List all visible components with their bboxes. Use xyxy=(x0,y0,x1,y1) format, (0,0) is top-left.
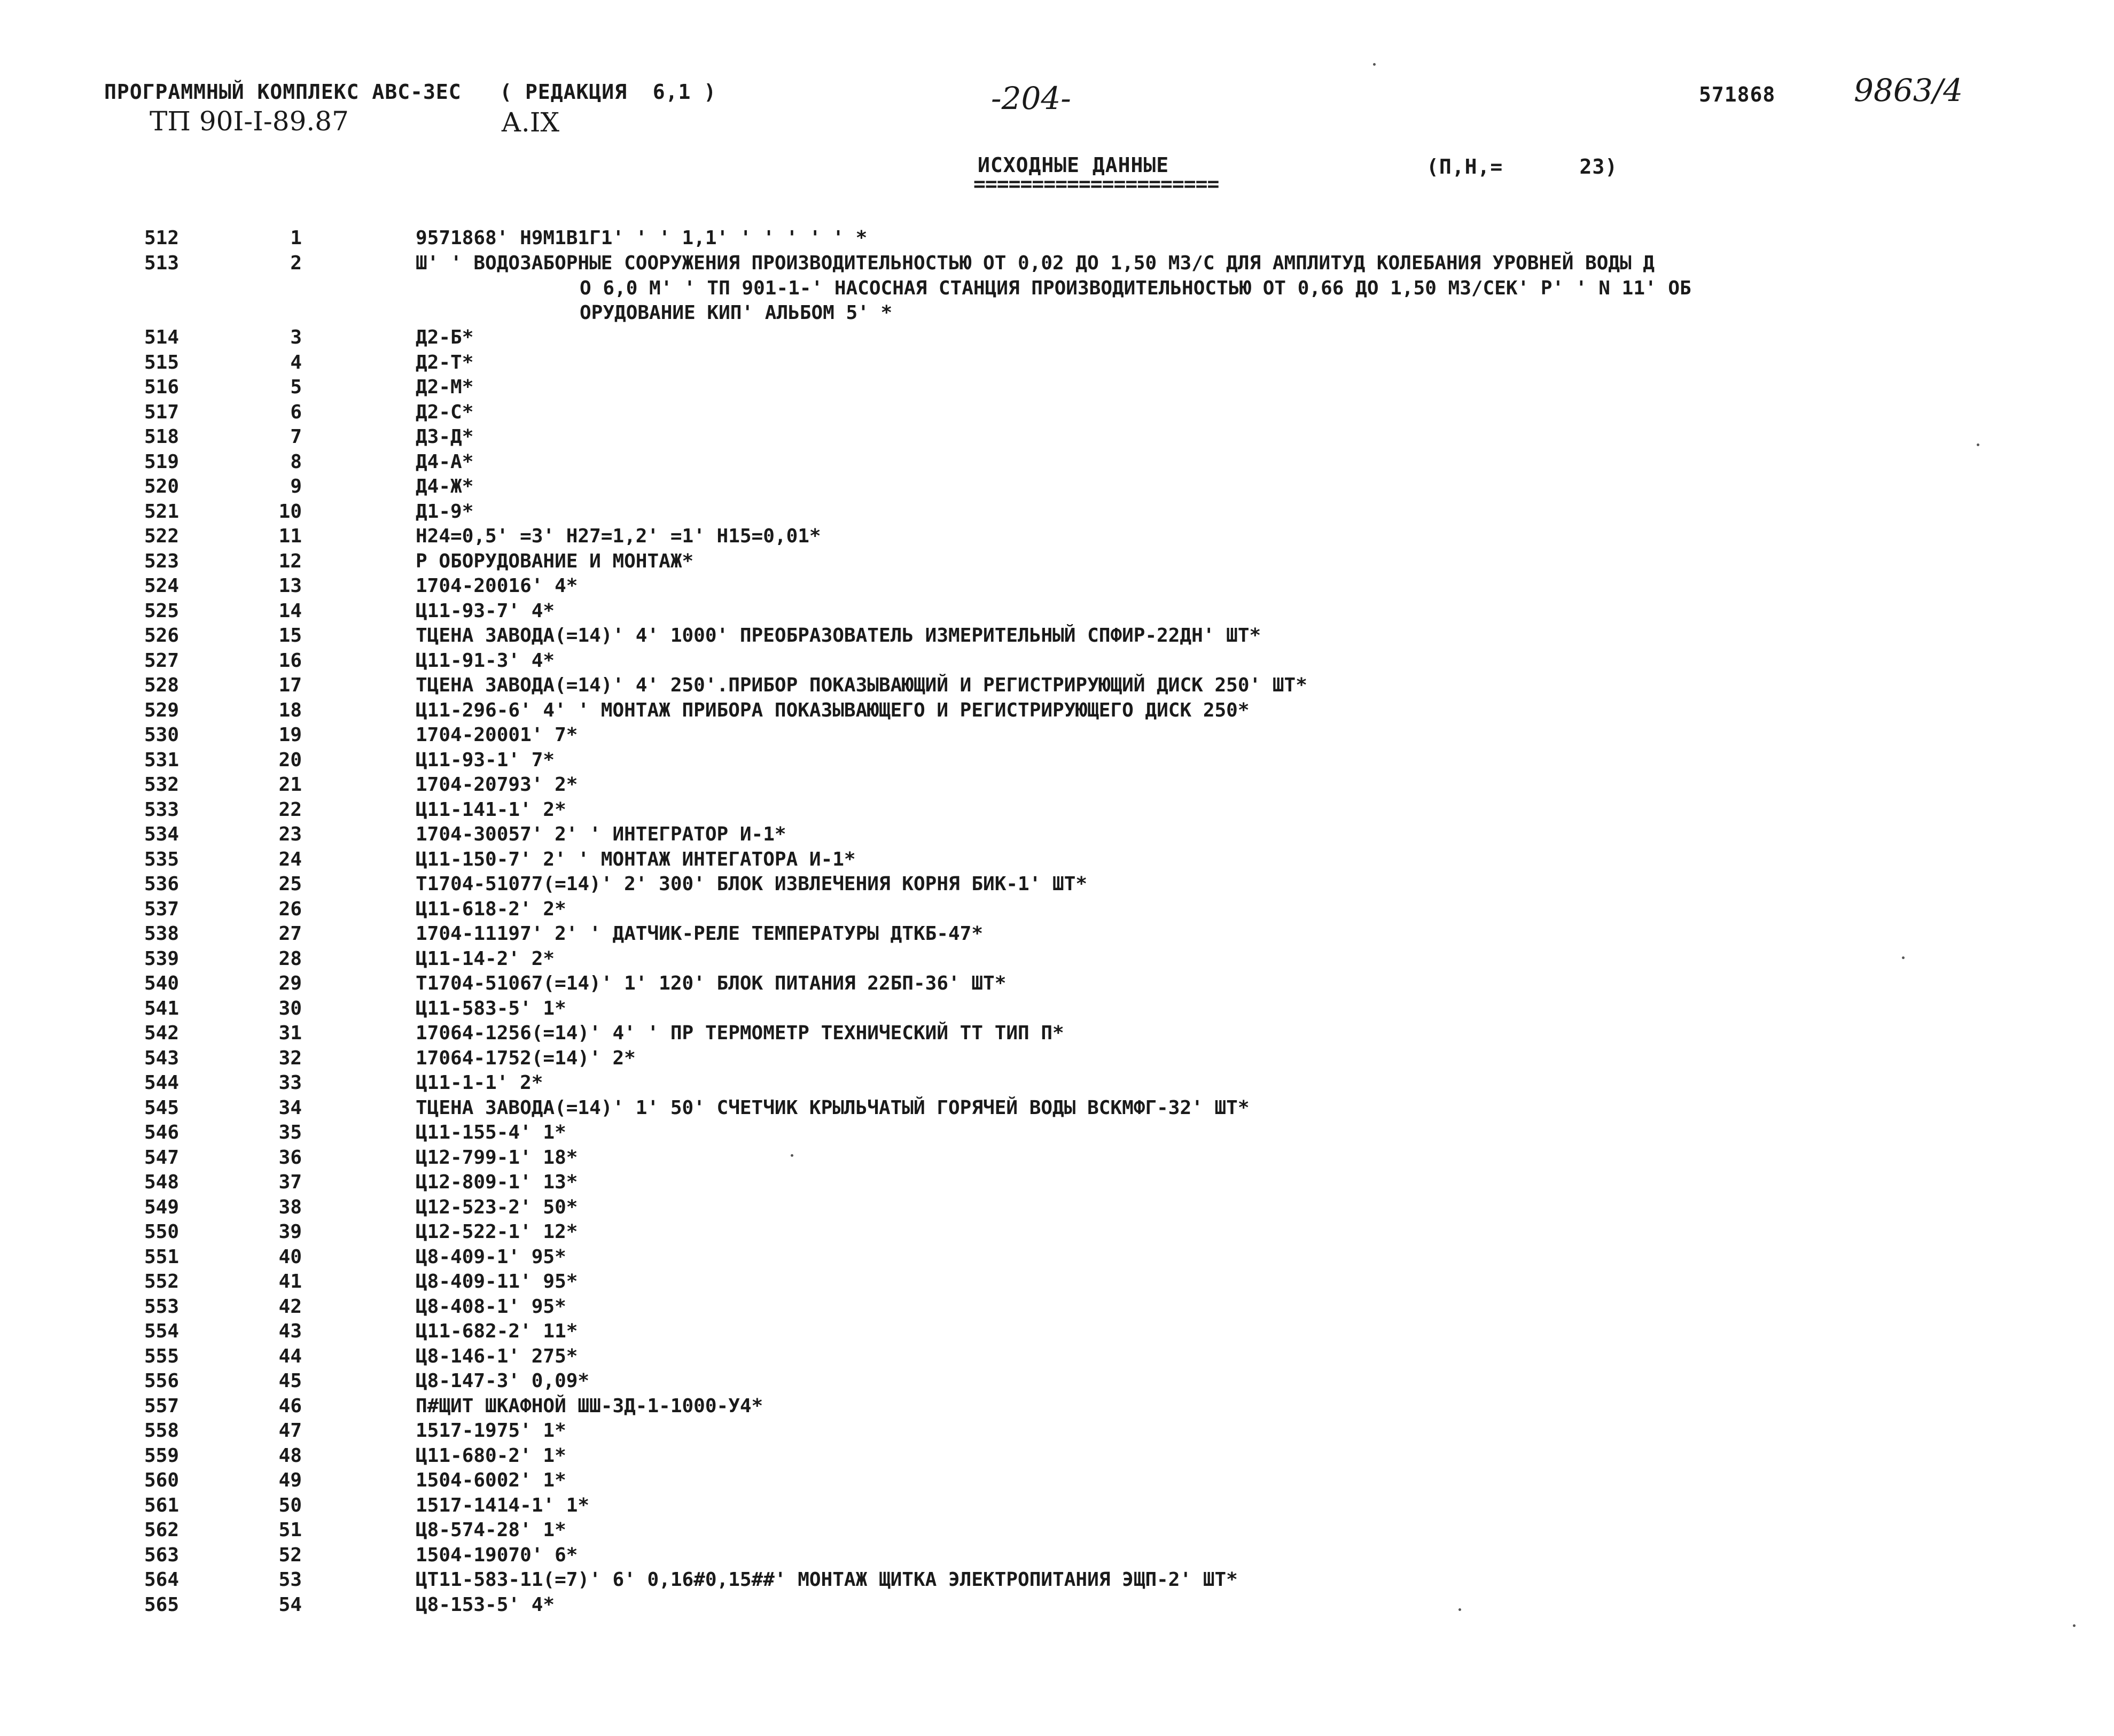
record-text: Д4-Ж* xyxy=(416,476,474,497)
record-text: Т1704-51077(=14)' 2' 300' БЛОК ИЗВЛЕЧЕНИЯ КОРНЯ БИК-1' ШТ* xyxy=(416,873,1088,895)
line-number: 564 xyxy=(144,1569,180,1591)
record-text: 1517-1414-1' 1* xyxy=(416,1494,590,1516)
line-number: 544 xyxy=(144,1072,180,1094)
record-text: Ц12-522-1' 12* xyxy=(416,1221,578,1243)
line-number: 543 xyxy=(144,1047,180,1069)
line-number: 558 xyxy=(144,1420,180,1442)
line-number: 550 xyxy=(144,1221,180,1243)
record-text-continuation: ОРУДОВАНИЕ КИП' АЛЬБОМ 5' * xyxy=(580,302,893,324)
line-number: 563 xyxy=(144,1544,180,1566)
line-number: 538 xyxy=(144,923,180,945)
sequence-number: 41 xyxy=(278,1271,302,1293)
sequence-number: 33 xyxy=(278,1072,302,1094)
record-text: Д2-Т* xyxy=(416,352,474,373)
record-text: Ц11-296-6' 4' ' МОНТАЖ ПРИБОРА ПОКАЗЫВАЮЩЕГО И РЕГИСТРИРУЮЩЕГО ДИСК 250* xyxy=(416,699,1250,721)
line-number: 514 xyxy=(144,326,180,348)
record-text: Ц8-153-5' 4* xyxy=(416,1594,555,1616)
handwritten-reference: 9863/4 xyxy=(1854,72,1963,108)
line-number: 540 xyxy=(144,972,180,994)
line-number: 536 xyxy=(144,873,180,895)
line-number: 520 xyxy=(144,476,180,497)
line-number: 517 xyxy=(144,401,180,423)
line-number: 529 xyxy=(144,699,180,721)
sequence-number: 21 xyxy=(278,774,302,796)
record-text: Ц11-583-5' 1* xyxy=(416,998,566,1019)
line-number: 513 xyxy=(144,252,180,274)
sequence-number: 53 xyxy=(278,1569,302,1591)
sequence-number: 45 xyxy=(278,1370,302,1392)
line-number: 545 xyxy=(144,1097,180,1119)
record-text: Ц8-408-1' 95* xyxy=(416,1296,566,1318)
sheet-indicator: (П,Н,= 23) xyxy=(1426,155,1618,178)
record-text: Ц11-1-1' 2* xyxy=(416,1072,543,1094)
sequence-number: 43 xyxy=(278,1320,302,1342)
sequence-number: 26 xyxy=(278,898,302,920)
sequence-number: 27 xyxy=(278,923,302,945)
record-text: Ц11-91-3' 4* xyxy=(416,650,555,672)
document-code: 571868 xyxy=(1699,83,1776,106)
record-text: Ц11-14-2' 2* xyxy=(416,948,555,970)
sequence-number: 52 xyxy=(278,1544,302,1566)
record-text-continuation: О 6,0 М' ' ТП 901-1-' НАСОСНАЯ СТАНЦИЯ ПРОИЗВОДИТЕЛЬНОСТЬЮ ОТ 0,66 ДО 1,50 М3/СЕК' Р' ' N 11' ОБ xyxy=(580,277,1691,299)
sequence-number: 2 xyxy=(290,252,302,274)
sequence-number: 5 xyxy=(290,376,302,398)
line-number: 512 xyxy=(144,227,180,249)
line-number: 549 xyxy=(144,1196,180,1218)
record-text: П#ЩИТ ШКАФНОЙ ШШ-3Д-1-1000-У4* xyxy=(416,1395,763,1417)
line-number: 533 xyxy=(144,799,180,821)
program-header: ПРОГРАММНЫЙ КОМПЛЕКС АВС-3ЕС ( РЕДАКЦИЯ 6,1 ) xyxy=(104,80,717,104)
sequence-number: 51 xyxy=(278,1519,302,1541)
line-number: 526 xyxy=(144,625,180,647)
sequence-number: 28 xyxy=(278,948,302,970)
line-number: 552 xyxy=(144,1271,180,1293)
line-number: 518 xyxy=(144,426,180,448)
scan-speck xyxy=(1977,443,1979,446)
record-text: Ц11-93-7' 4* xyxy=(416,600,555,622)
record-text: Ц11-618-2' 2* xyxy=(416,898,566,920)
sequence-number: 29 xyxy=(278,972,302,994)
scan-speck xyxy=(1458,1608,1461,1611)
line-number: 559 xyxy=(144,1445,180,1467)
record-text: Ц12-799-1' 18* xyxy=(416,1147,578,1169)
section-title: ИСХОДНЫЕ ДАННЫЕ xyxy=(978,153,1169,177)
record-text: ТЦЕНА ЗАВОДА(=14)' 4' 250'.ПРИБОР ПОКАЗЫВАЮЩИЙ И РЕГИСТРИРУЮЩИЙ ДИСК 250' ШТ* xyxy=(416,674,1307,696)
line-number: 521 xyxy=(144,501,180,523)
record-text: Ц11-680-2' 1* xyxy=(416,1445,566,1467)
line-number: 534 xyxy=(144,823,180,845)
record-text: 1704-11197' 2' ' ДАТЧИК-РЕЛЕ ТЕМПЕРАТУРЫ ДТКБ-47* xyxy=(416,923,984,945)
line-number: 546 xyxy=(144,1122,180,1143)
sequence-number: 40 xyxy=(278,1246,302,1268)
record-text: Н24=0,5' =3' Н27=1,2' =1' Н15=0,01* xyxy=(416,525,821,547)
sequence-number: 16 xyxy=(278,650,302,672)
record-text: Д2-Б* xyxy=(416,326,474,348)
scan-speck xyxy=(1902,956,1905,959)
sequence-number: 4 xyxy=(290,352,302,373)
scan-speck xyxy=(791,1154,793,1157)
sequence-number: 54 xyxy=(278,1594,302,1616)
sequence-number: 11 xyxy=(278,525,302,547)
record-text: Д3-Д* xyxy=(416,426,474,448)
sequence-number: 25 xyxy=(278,873,302,895)
sequence-number: 8 xyxy=(290,451,302,473)
record-text: 1704-30057' 2' ' ИНТЕГРАТОР И-1* xyxy=(416,823,786,845)
album-label: А.IX xyxy=(501,107,560,138)
record-text: Ц8-409-1' 95* xyxy=(416,1246,566,1268)
record-text: ТЦЕНА ЗАВОДА(=14)' 4' 1000' ПРЕОБРАЗОВАТЕЛЬ ИЗМЕРИТЕЛЬНЫЙ СПФИР-22ДН' ШТ* xyxy=(416,625,1261,647)
line-number: 539 xyxy=(144,948,180,970)
sequence-number: 6 xyxy=(290,401,302,423)
record-text: Ц11-682-2' 11* xyxy=(416,1320,578,1342)
record-text: Ц8-146-1' 275* xyxy=(416,1345,578,1367)
sequence-number: 50 xyxy=(278,1494,302,1516)
line-number: 547 xyxy=(144,1147,180,1169)
section-title-underline: ===================== xyxy=(973,172,1219,196)
line-number: 531 xyxy=(144,749,180,771)
sequence-number: 35 xyxy=(278,1122,302,1143)
record-text: 17064-1256(=14)' 4' ' ПР ТЕРМОМЕТР ТЕХНИЧЕСКИЙ ТТ ТИП П* xyxy=(416,1022,1064,1044)
line-number: 565 xyxy=(144,1594,180,1616)
line-number: 527 xyxy=(144,650,180,672)
project-code: ТП 90I-I-89.87 xyxy=(150,106,349,137)
record-text: Ц11-93-1' 7* xyxy=(416,749,555,771)
record-text: Д2-С* xyxy=(416,401,474,423)
record-text: Ц8-409-11' 95* xyxy=(416,1271,578,1293)
line-number: 555 xyxy=(144,1345,180,1367)
sequence-number: 47 xyxy=(278,1420,302,1442)
record-text: Т1704-51067(=14)' 1' 120' БЛОК ПИТАНИЯ 22БП-36' ШТ* xyxy=(416,972,1007,994)
record-text: 1517-1975' 1* xyxy=(416,1420,566,1442)
sequence-number: 38 xyxy=(278,1196,302,1218)
record-text: 17064-1752(=14)' 2* xyxy=(416,1047,636,1069)
record-text: Ц11-150-7' 2' ' МОНТАЖ ИНТЕГАТОРА И-1* xyxy=(416,848,856,870)
line-number: 541 xyxy=(144,998,180,1019)
scan-speck xyxy=(2073,1624,2076,1627)
line-number: 516 xyxy=(144,376,180,398)
line-number: 528 xyxy=(144,674,180,696)
sequence-number: 34 xyxy=(278,1097,302,1119)
record-text: Д2-М* xyxy=(416,376,474,398)
sequence-number: 23 xyxy=(278,823,302,845)
record-text: Ц12-809-1' 13* xyxy=(416,1171,578,1193)
sequence-number: 46 xyxy=(278,1395,302,1417)
sequence-number: 44 xyxy=(278,1345,302,1367)
record-text: ЦТ11-583-11(=7)' 6' 0,16#0,15##' МОНТАЖ ЩИТКА ЭЛЕКТРОПИТАНИЯ ЭЩП-2' ШТ* xyxy=(416,1569,1238,1591)
record-text: Ц11-155-4' 1* xyxy=(416,1122,566,1143)
line-number: 554 xyxy=(144,1320,180,1342)
sequence-number: 17 xyxy=(278,674,302,696)
line-number: 553 xyxy=(144,1296,180,1318)
sequence-number: 31 xyxy=(278,1022,302,1044)
sequence-number: 10 xyxy=(278,501,302,523)
sequence-number: 48 xyxy=(278,1445,302,1467)
sequence-number: 20 xyxy=(278,749,302,771)
sequence-number: 37 xyxy=(278,1171,302,1193)
record-text: Р ОБОРУДОВАНИЕ И МОНТАЖ* xyxy=(416,550,694,572)
sequence-number: 32 xyxy=(278,1047,302,1069)
page-number: -204- xyxy=(991,80,1071,116)
record-text: 1504-19070' 6* xyxy=(416,1544,578,1566)
record-text: 1704-20001' 7* xyxy=(416,724,578,746)
sequence-number: 13 xyxy=(278,575,302,597)
record-text: Ц8-147-3' 0,09* xyxy=(416,1370,590,1392)
record-text: Ц11-141-1' 2* xyxy=(416,799,566,821)
record-text: Ц12-523-2' 50* xyxy=(416,1196,578,1218)
line-number: 557 xyxy=(144,1395,180,1417)
line-number: 525 xyxy=(144,600,180,622)
record-text: 9571868' Н9М1В1Г1' ' ' 1,1' ' ' ' ' ' * xyxy=(416,227,868,249)
sequence-number: 42 xyxy=(278,1296,302,1318)
line-number: 523 xyxy=(144,550,180,572)
line-number: 519 xyxy=(144,451,180,473)
record-text: Д1-9* xyxy=(416,501,474,523)
sequence-number: 36 xyxy=(278,1147,302,1169)
sequence-number: 49 xyxy=(278,1469,302,1491)
line-number: 560 xyxy=(144,1469,180,1491)
record-text: 1704-20793' 2* xyxy=(416,774,578,796)
line-number: 524 xyxy=(144,575,180,597)
line-number: 535 xyxy=(144,848,180,870)
line-number: 537 xyxy=(144,898,180,920)
sequence-number: 7 xyxy=(290,426,302,448)
sequence-number: 39 xyxy=(278,1221,302,1243)
sequence-number: 1 xyxy=(290,227,302,249)
scan-speck xyxy=(1373,63,1376,66)
line-number: 562 xyxy=(144,1519,180,1541)
record-text: ТЦЕНА ЗАВОДА(=14)' 1' 50' СЧЕТЧИК КРЫЛЬЧАТЫЙ ГОРЯЧЕЙ ВОДЫ ВСКМФГ-32' ШТ* xyxy=(416,1097,1250,1119)
sequence-number: 22 xyxy=(278,799,302,821)
record-text: 1504-6002' 1* xyxy=(416,1469,566,1491)
record-text: 1704-20016' 4* xyxy=(416,575,578,597)
sequence-number: 15 xyxy=(278,625,302,647)
line-number: 548 xyxy=(144,1171,180,1193)
line-number: 542 xyxy=(144,1022,180,1044)
record-text: Д4-А* xyxy=(416,451,474,473)
line-number: 561 xyxy=(144,1494,180,1516)
sequence-number: 19 xyxy=(278,724,302,746)
sequence-number: 30 xyxy=(278,998,302,1019)
line-number: 556 xyxy=(144,1370,180,1392)
record-text: Ц8-574-28' 1* xyxy=(416,1519,566,1541)
sequence-number: 18 xyxy=(278,699,302,721)
sequence-number: 9 xyxy=(290,476,302,497)
sequence-number: 3 xyxy=(290,326,302,348)
line-number: 522 xyxy=(144,525,180,547)
record-text: Ш' ' ВОДОЗАБОРНЫЕ СООРУЖЕНИЯ ПРОИЗВОДИТЕЛЬНОСТЬЮ ОТ 0,02 ДО 1,50 М3/С ДЛЯ АМПЛИТУД КОЛЕБАНИЯ УРОВНЕЙ ВОДЫ Д xyxy=(416,252,1655,274)
line-number: 532 xyxy=(144,774,180,796)
line-number: 551 xyxy=(144,1246,180,1268)
sequence-number: 24 xyxy=(278,848,302,870)
line-number: 515 xyxy=(144,352,180,373)
line-number: 530 xyxy=(144,724,180,746)
sequence-number: 12 xyxy=(278,550,302,572)
sequence-number: 14 xyxy=(278,600,302,622)
